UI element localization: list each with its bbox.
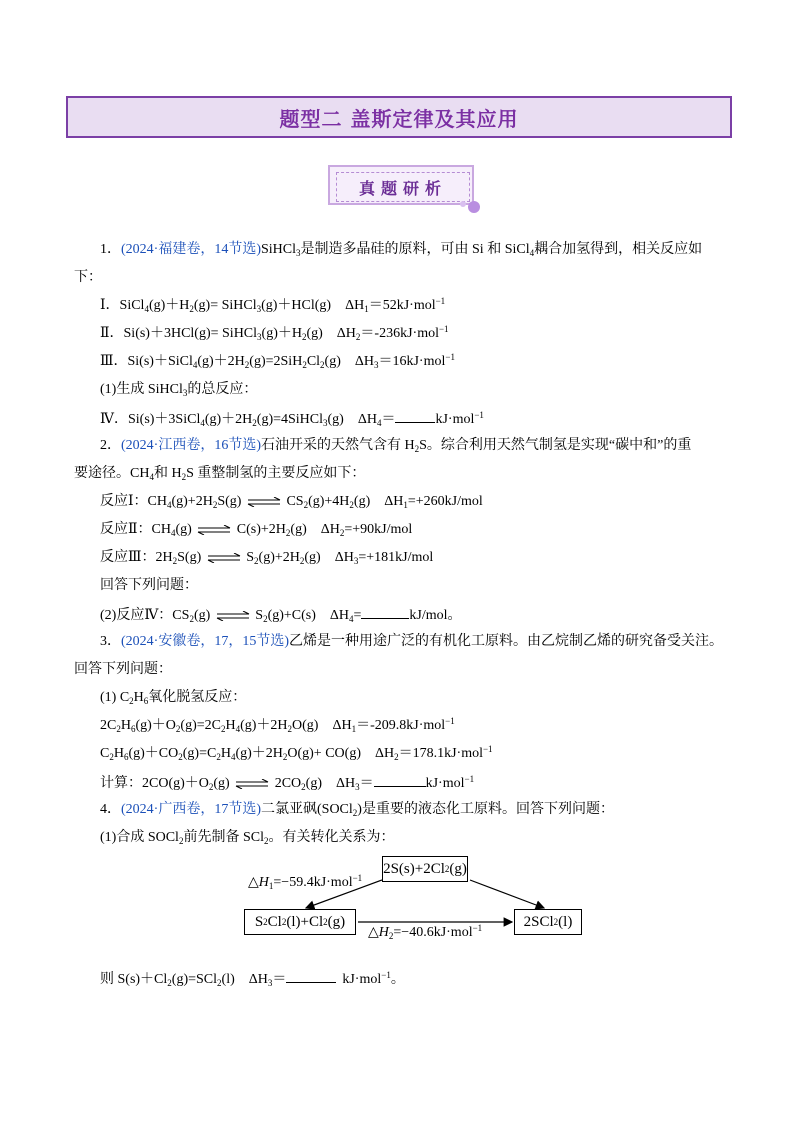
q2-reaction-3: 反应Ⅲ：$2H_2S(g)$ $S_2(g)+2H_2(g)$ $\Delta H_3=+181kJ$/mol <box>100 550 434 566</box>
q3-intro-line2: 回答下列问题： <box>74 662 172 677</box>
diagram-label-dh1: $\triangle H_1=-59.4kJ\cdot mol^{-1}$ <box>248 873 363 891</box>
q4-final: 则 $S(s)+Cl_2(g)=SCl_2(l)$ $\Delta H_3= kJ\cdot mol^{-1}$。 <box>100 970 405 988</box>
q4-question: (1)合成 SOCl$_2$前先制备 SCl$_2$。有关转化关系为： <box>100 830 395 846</box>
diagram-box-left: S 2 Cl 2 (l)+Cl 2 (g) <box>244 909 356 935</box>
q1-intro-line1: 1．(2024·福建卷，14节选)SiHCl$_3$是制造多晶硅的原料，可由 Si 和 SiCl$_4$耦合加氢得到，相关反应如 <box>100 242 703 258</box>
diagram-box-right: 2SCl 2 (l) <box>514 909 582 935</box>
q3-equation-1: $2C_2H_6(g)+O_2(g)=2C_2H_4(g)+2H_2O(g)$ $\Delta H_1=-209.8kJ\cdot mol^{-1}$ <box>100 716 455 734</box>
diagram-box-top: 2S(s)+2Cl 2 (g) <box>382 856 468 882</box>
page-title: 题型二 盖斯定律及其应用 <box>279 106 519 131</box>
q1-reaction-1: Ⅰ．$SiCl_4(g)+H_2(g)=$ SiHCl$_3$(g)＋HCl(g) $\Delta H_1=52kJ\cdot mol^{-1}$ <box>100 296 446 314</box>
section-tag-label: 真题研析 <box>358 178 447 198</box>
q2-reaction-2: 反应Ⅱ：$CH_4(g)$ $C(s)+2H_2(g)$ $\Delta H_2=+90kJ$/mol <box>100 522 413 538</box>
q1-intro-line2: 下： <box>74 270 102 285</box>
q3-intro-line1: 3．(2024·安徽卷，17，15节选)乙烯是一种用途广泛的有机化工原料。由乙烷制乙烯的研究备受关注。 <box>100 634 723 649</box>
q3-calc: 计算：$2CO(g)+O_2(g)$ $2CO_2(g)$ $\Delta H_3= kJ\cdot mol^{-1}$ <box>100 774 475 792</box>
q2-intro-line1: 2．(2024·江西卷，16节选)石油开采的天然气含有 $H_2S$。综合利用天然气制氢是实现“碳中和”的重 <box>100 438 692 454</box>
q1-reaction-4: Ⅳ．$Si(s)+3SiCl_4(g)+2H_2(g)=4SiHCl_3(g)$ $\Delta H_4= kJ\cdot mol^{-1}$ <box>100 410 484 428</box>
q2-source: (2024·江西卷，16节选) <box>121 438 261 453</box>
q1-reaction-3: Ⅲ．$Si(s)+SiCl_4(g)+2H_2(g)=2SiH_2Cl_2(g)$ $\Delta H_3=16kJ\cdot mol^{-1}$ <box>100 352 455 370</box>
q3-source: (2024·安徽卷，17，15节选) <box>121 634 289 649</box>
q1-question: (1)生成 SiHCl$_3$的总反应： <box>100 382 258 398</box>
q2-intro-line2: 要途径。$CH_4$和 $H_2S$ 重整制氢的主要反应如下： <box>74 466 366 482</box>
q4-intro-line1: 4．(2024·广西卷，17节选)二氯亚砜(SOCl$_2$)是重要的液态化工原料。回答下列问题： <box>100 802 614 818</box>
answer-blank <box>286 968 336 983</box>
q1-source: (2024·福建卷，14节选) <box>121 242 261 257</box>
diagram-label-dh2: $\triangle H_2=-40.6kJ\cdot mol^{-1}$ <box>368 923 483 941</box>
arrow-top-to-right <box>470 880 544 908</box>
q3-question: (1) $C_2H_6$氧化脱氢反应： <box>100 690 247 706</box>
q1-reaction-2: Ⅱ．$Si(s)+3HCl(g)= SiHCl_3(g)+H_2(g)$ $\Delta H_2=-236kJ\cdot mol^{-1}$ <box>100 324 449 342</box>
q3-equation-2: $C_2H_6(g)+CO_2(g)=C_2H_4(g)+2H_2O(g)+ CO(g)$ $\Delta H_2=178.1kJ\cdot mol^{-1}$ <box>100 744 493 762</box>
q4-source: (2024·广西卷，17节选) <box>121 802 261 817</box>
q2-reaction-1: 反应Ⅰ：$CH_4(g)+2H_2S(g)$ $CS_2(g)+4H_2(g)$ $\Delta H_1=+260kJ$/mol <box>100 494 483 510</box>
q2-reaction-4: (2)反应Ⅳ：$CS_2(g)$ $S_2(g)+C(s)$ $\Delta H_4= kJ/mol$。 <box>100 604 462 626</box>
q2-prompt: 回答下列问题： <box>100 578 198 593</box>
